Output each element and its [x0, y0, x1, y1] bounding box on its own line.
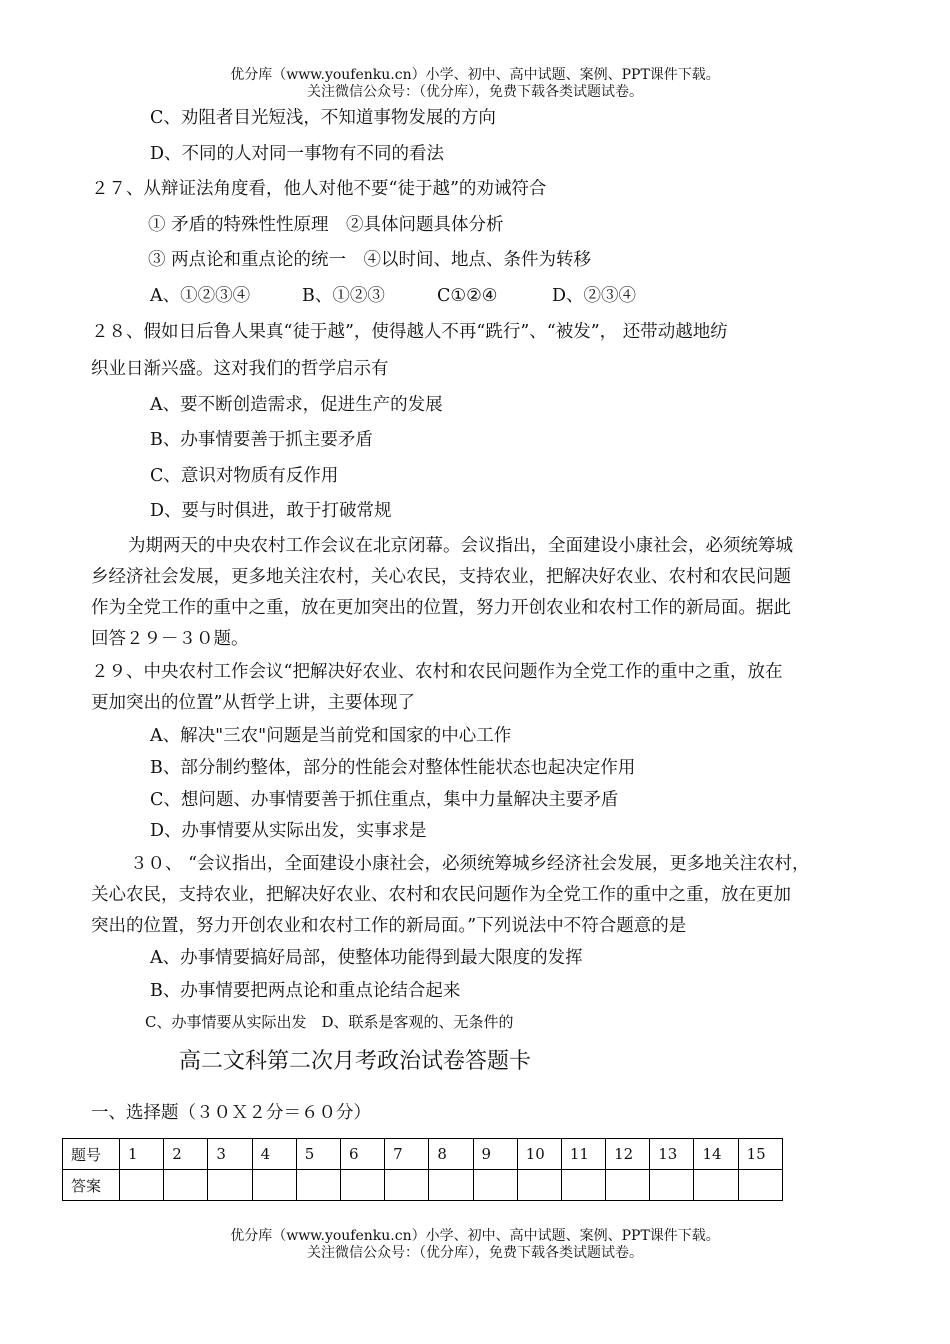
answer-table-answer-row	[63, 1170, 783, 1201]
question-number: 10	[517, 1139, 561, 1170]
question-number: 3	[208, 1139, 252, 1170]
answer-cell[interactable]	[385, 1170, 429, 1201]
material-line-3: 作为全党工作的重中之重，放在更加突出的位置，努力开创农业和农村工作的新局面。据此	[91, 598, 791, 618]
question-number: 8	[429, 1139, 473, 1170]
q29-stem-1: ２９、中央农村工作会议“把解决好农业、农村和农民问题作为全党工作的重中之重，放在	[91, 662, 783, 682]
answer-cell[interactable]	[120, 1170, 164, 1201]
answer-cell[interactable]	[738, 1170, 782, 1201]
question-number: 5	[296, 1139, 340, 1170]
answer-cell[interactable]	[208, 1170, 252, 1201]
answer-table-number-row	[63, 1139, 783, 1170]
q27-option-a: A、①②③④	[150, 286, 251, 306]
page-header	[0, 67, 950, 101]
q28-option-c: C、意识对物质有反作用	[150, 466, 339, 486]
q30-stem-3: 突出的位置，努力开创农业和农村工作的新局面。”下列说法中不符合题意的是	[91, 916, 687, 936]
question-number: 12	[606, 1139, 650, 1170]
answer-table	[62, 1138, 783, 1201]
q27-item-1: ① 矛盾的特殊性性原理 ②具体问题具体分析	[148, 215, 504, 235]
q30-stem-1: ３０、 “会议指出，全面建设小康社会，必须统筹城乡经济社会发展，更多地关注农村，	[130, 854, 810, 874]
question-number: 7	[385, 1139, 429, 1170]
q28-option-b: B、办事情要善于抓主要矛盾	[150, 430, 373, 450]
q29-stem-2: 更加突出的位置”从哲学上讲，主要体现了	[91, 693, 415, 713]
q29-option-b: B、部分制约整体，部分的性能会对整体性能状态也起决定作用	[150, 758, 636, 778]
header-line-2: 关注微信公众号：（优分库），免费下载各类试题试卷。	[307, 84, 643, 100]
question-number: 4	[252, 1139, 296, 1170]
question-number: 11	[561, 1139, 605, 1170]
question-number: 1	[120, 1139, 164, 1170]
answer-cell[interactable]	[650, 1170, 694, 1201]
question-number: 2	[164, 1139, 208, 1170]
q30-option-b: B、办事情要把两点论和重点论结合起来	[150, 981, 461, 1001]
q26-option-d: D、不同的人对同一事物有不同的看法	[150, 144, 445, 164]
material-line-4: 回答２９－３０题。	[91, 629, 249, 649]
q29-option-c: C、想问题、办事情要善于抓住重点，集中力量解决主要矛盾	[150, 790, 619, 810]
number-row-label: 题号	[63, 1139, 120, 1170]
question-number: 15	[738, 1139, 782, 1170]
material-line-2: 乡经济社会发展，更多地关注农村，关心农民，支持农业，把解决好农业、农村和农民问题	[91, 567, 791, 587]
question-number: 9	[473, 1139, 517, 1170]
q27-option-d: D、②③④	[552, 286, 637, 306]
q28-stem-2: 织业日渐兴盛。这对我们的哲学启示有	[91, 359, 389, 379]
answer-cell[interactable]	[694, 1170, 738, 1201]
answer-cell[interactable]	[296, 1170, 340, 1201]
question-number: 6	[340, 1139, 384, 1170]
material-line-1: 为期两天的中央农村工作会议在北京闭幕。会议指出，全面建设小康社会，必须统筹城	[128, 536, 793, 556]
answer-cell[interactable]	[164, 1170, 208, 1201]
q26-option-c: C、劝阻者目光短浅，不知道事物发展的方向	[150, 108, 496, 128]
answer-cell[interactable]	[473, 1170, 517, 1201]
footer-line-1: 优分库（www.youfenku.cn）小学、初中、高中试题、案例、PPT课件下载。	[230, 1228, 720, 1244]
answer-row-label: 答案	[63, 1170, 120, 1201]
q27-option-b: B、①②③	[302, 286, 385, 306]
q29-option-a: A、解决"三农"问题是当前党和国家的中心工作	[150, 726, 512, 746]
answer-cell[interactable]	[429, 1170, 473, 1201]
answer-cell[interactable]	[340, 1170, 384, 1201]
answer-cell[interactable]	[252, 1170, 296, 1201]
q28-option-d: D、要与时俱进，敢于打破常规	[150, 501, 392, 521]
question-number: 14	[694, 1139, 738, 1170]
page-footer	[0, 1228, 950, 1262]
q28-stem-1: ２８、假如日后鲁人果真“徒于越”，使得越人不再“跣行”、“被发”， 还带动越地纺	[91, 322, 728, 342]
q27-option-c: C①②④	[437, 286, 498, 306]
question-number: 13	[650, 1139, 694, 1170]
footer-line-2: 关注微信公众号：（优分库），免费下载各类试题试卷。	[307, 1245, 643, 1261]
q27-stem: ２７、从辩证法角度看，他人对他不要“徒于越”的劝诫符合	[91, 179, 547, 199]
q27-item-2: ③ 两点论和重点论的统一 ④以时间、地点、条件为转移	[148, 250, 592, 270]
q30-stem-2: 关心农民，支持农业，把解决好农业、农村和农民问题作为全党工作的重中之重，放在更加	[91, 885, 791, 905]
q30-option-a: A、办事情要搞好局部，使整体功能得到最大限度的发挥	[150, 948, 583, 968]
answer-cell[interactable]	[606, 1170, 650, 1201]
header-line-1: 优分库（www.youfenku.cn）小学、初中、高中试题、案例、PPT课件下载。	[230, 67, 720, 83]
answer-cell[interactable]	[517, 1170, 561, 1201]
q28-option-a: A、要不断创造需求，促进生产的发展	[150, 395, 443, 415]
answer-cell[interactable]	[561, 1170, 605, 1201]
q29-option-d: D、办事情要从实际出发，实事求是	[150, 821, 427, 841]
q27-options	[150, 284, 636, 308]
q30-option-c-d: C、办事情要从实际出发 D、联系是客观的、无条件的	[145, 1013, 514, 1031]
answer-card-section: 一、选择题（３０Ｘ２分＝６０分）	[91, 1103, 371, 1123]
answer-card-title: 高二文科第二次月考政治试卷答题卡	[178, 1049, 531, 1074]
